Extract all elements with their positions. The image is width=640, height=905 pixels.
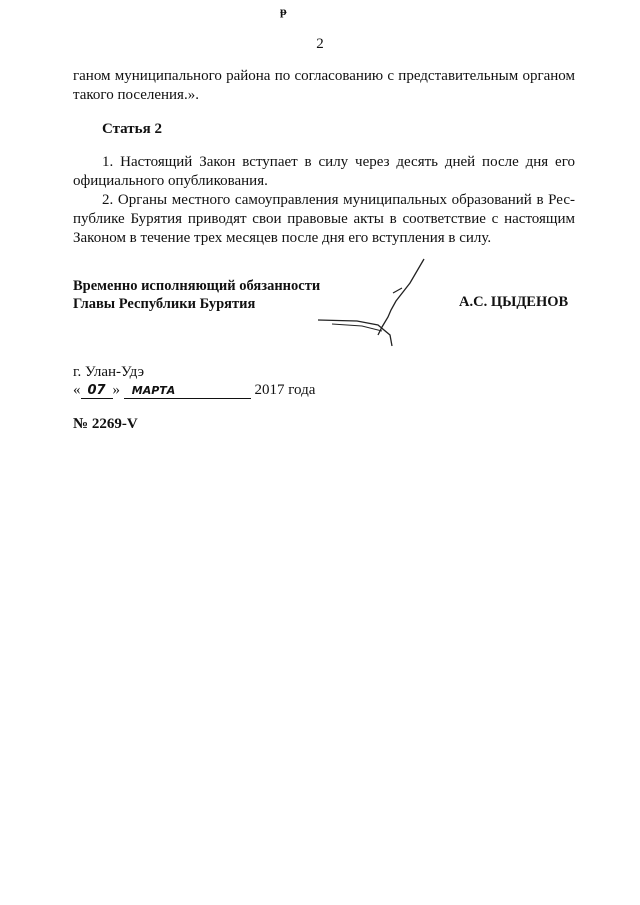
- date-day: 07: [81, 383, 113, 399]
- law-number: № 2269-V: [73, 416, 138, 432]
- article-heading: Статья 2: [102, 121, 162, 137]
- date-year: 2017 года: [254, 382, 316, 398]
- handwritten-signature: [312, 255, 442, 350]
- signer-name: А.С. ЦЫДЕНОВ: [459, 294, 569, 310]
- date-open-quote: «: [73, 382, 81, 398]
- date-month: МАРТА: [124, 383, 251, 399]
- page-number: 2: [316, 36, 324, 52]
- continuation-paragraph: ганом муниципального района по согласованию с представительным органом такого поселения.».: [73, 68, 575, 103]
- date-close-quote: »: [112, 382, 120, 398]
- signer-title: [73, 277, 320, 313]
- place: г. Улан-Удэ: [73, 364, 145, 380]
- signer-title-line-2: Главы Республики Бурятия: [73, 296, 256, 312]
- date-line: [73, 382, 315, 399]
- article-item-2: 2. Органы местного самоуправления муниципальных образований в Республике Бурятия приводят свои правовые акты в соответствие с настоящим Законом в течение трех месяцев после дня его вступления в силу.: [73, 192, 575, 246]
- signer-title-line-1: Временно исполняющий обязанности: [73, 278, 321, 294]
- article-item-1: 1. Настоящий Закон вступает в силу через десять дней после дня его официального опубликования.: [73, 154, 575, 189]
- top-mark: ᵽ: [280, 4, 287, 18]
